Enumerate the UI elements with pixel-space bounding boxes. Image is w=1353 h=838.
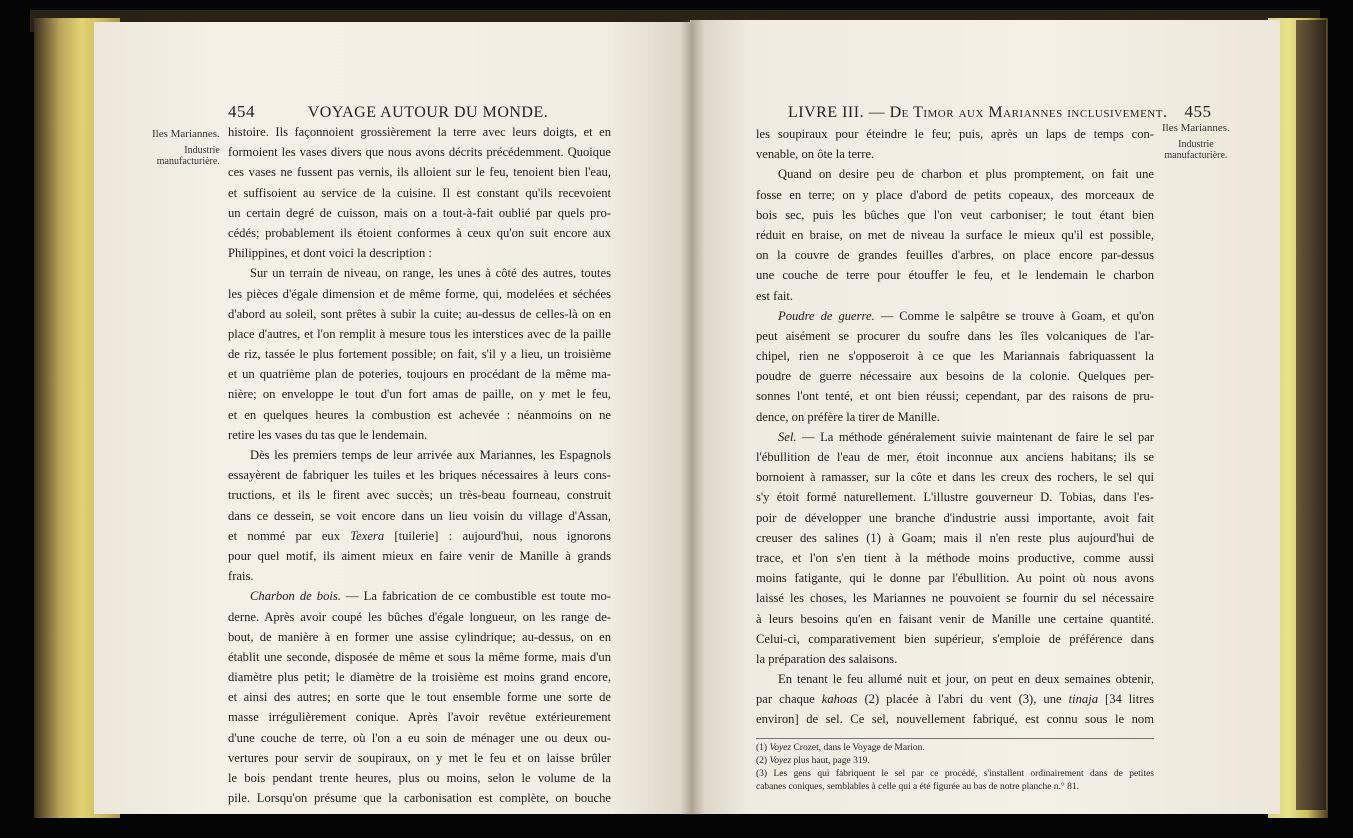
footnote-rule <box>756 738 1154 739</box>
text-line: la préparation des salaisons. <box>756 651 898 666</box>
margin-note-line: manufacturière. <box>156 156 220 167</box>
left-body-text <box>228 122 611 808</box>
text-line: trace, et l'on s'en tient à la méthode moins productive, comme aussi <box>756 550 1154 565</box>
text-line: ces vases ne fussent pas vernis, ils alloient sur le feu, tenoient bien l'eau, <box>228 165 611 180</box>
left-running-head <box>228 102 548 122</box>
text-line: creuser des salines (1) à Goam; mais il n'en reste plus aujourd'hui de <box>756 530 1154 545</box>
text-line: s'y étoit formé naturellement. L'illustre gouverneur D. Tobias, dans l'es- <box>756 490 1154 505</box>
text-line: d'une couche de terre, où l'on a eu soin de ménager une ou deux ou- <box>228 730 611 745</box>
text-line: on la couvre de grandes feuilles d'arbres, on place encore par-dessus <box>756 248 1154 263</box>
text-line: peut aisément se procurer du soufre dans les îles volcaniques de l'ar- <box>756 328 1154 343</box>
text-line: moins fatigante, qui le donne par l'ébullition. Au point où nous avons <box>756 571 1154 586</box>
text-line: l'ébullition de l'eau de mer, étoit inconnue aux anciens habitans; ils se <box>756 450 1154 464</box>
right-running-head <box>788 102 1211 122</box>
footnotes <box>756 742 1154 794</box>
right-margin-note <box>1162 123 1230 161</box>
footnote: (1) Voyez Crozet, dans le Voyage de Marion. <box>756 743 925 753</box>
text-line: derne. Après avoir coupé les bûches d'égale longueur, on les range de- <box>228 609 611 624</box>
text-line: poir de développer une branche d'industrie aussi importante, avoit fait <box>756 510 1154 525</box>
text-line: de riz, tassée le plus fortement possible; on fait, s'il y a lieu, un troisième <box>228 347 611 362</box>
text-line: pour quel motif, ils aiment mieux en faire venir de Manille à grands <box>228 548 611 563</box>
text-line: dans ce dessein, se voit encore dans un lieu voisin du village d'Assan, <box>228 508 611 523</box>
text-line: un certain degré de cuisson, mais on a tout-à-fait oublié par quels pro- <box>228 205 611 220</box>
text-line: et ainsi des autres; en sorte que le tout ensemble forme une sorte de <box>228 690 611 705</box>
book-gutter <box>680 20 704 815</box>
text-line: chipel, rien ne s'opposeroit à ce que les Mariannais fabriquassent la <box>756 349 1154 364</box>
text-line: nière; on enveloppe le tout d'un fort amas de paille, on y met le feu, <box>228 387 611 402</box>
text-line: les soupiraux pour éteindre le feu; puis, après un laps de temps con- <box>756 127 1154 141</box>
text-line: Dès les premiers temps de leur arrivée aux Mariannes, les Espagnols <box>250 448 611 462</box>
text-line: et nommé par eux Texera [tuilerie] : aujourd'hui, nous ignorons <box>228 528 611 543</box>
text-line: retire les vases du tas que le lendemain. <box>228 427 428 442</box>
footnote: (2) Voyez plus haut, page 319. <box>756 756 870 766</box>
text-line: Celui-ci, comparativement bien supérieur, s'emploie de préférence dans <box>756 631 1154 646</box>
right-page <box>690 20 1280 814</box>
text-line: à leurs besoins qu'en en faisant venir de Manille une certaine quantité. <box>756 611 1154 626</box>
footnote: cabanes coniques, semblables à celle qui a été figurée au bas de notre planche n.° 81. <box>756 782 1079 792</box>
text-line: est fait. <box>756 288 794 303</box>
margin-note-line: manufacturière. <box>1164 150 1228 161</box>
text-line: formoient les vases divers que nous avons décrits précédemment. Quoique <box>228 145 611 160</box>
text-line: Philippines, et dont voici la description : <box>228 246 432 261</box>
margin-note-line: Industrie <box>1178 139 1214 150</box>
text-line: par chaque kahoas (2) placée à l'abri du vent (3), une tinaja [34 litres <box>756 692 1154 707</box>
text-line: établit une seconde, disposée de même et sous la même forme, mais d'un <box>228 649 611 664</box>
right-page-number: 455 <box>1184 102 1212 121</box>
text-line: Charbon de bois. — La fabrication de ce combustible est toute mo- <box>250 589 611 604</box>
text-line: cédés; probablement ils étoient conformes à ceux qu'on suit encore aux <box>228 225 611 240</box>
text-line: vertures pour servir de soupiraux, on y met le feu et on laisse brûler <box>228 750 611 765</box>
left-margin-note <box>152 129 220 167</box>
right-body-text <box>756 124 1154 730</box>
text-line: masse irrégulièrement conique. Après l'avoir revêtue extérieurement <box>228 710 611 725</box>
text-line: les pièces d'égale dimension et de même forme, qui, modelées et séchées <box>228 286 611 301</box>
text-line: Poudre de guerre. — Comme le salpêtre se trouve à Goam, et qu'on <box>778 308 1154 323</box>
text-line: place d'autres, et l'on remplit à mesure tous les interstices avec de la paille <box>228 326 611 341</box>
left-page-number: 454 <box>228 102 255 121</box>
text-line: frais. <box>228 569 254 584</box>
text-line: le bois pendant trente heures, plus ou moins, selon le volume de la <box>228 771 611 785</box>
text-line: venable, on ôte la terre. <box>756 147 875 162</box>
text-line: diamètre plus petit; le diamètre de la troisième est moins grand encore, <box>228 670 611 685</box>
text-line: pile. Lorsqu'on présume que la carbonisation est complète, on bouche <box>228 791 611 806</box>
text-line: Quand on desire peu de charbon et plus promptement, on fait une <box>778 167 1154 182</box>
left-page-title: VOYAGE AUTOUR DU MONDE. <box>307 104 549 121</box>
text-line: poudre de guerre nécessaire aux besoins de la colonie. Quelques per- <box>756 369 1154 384</box>
text-line: laissé les choses, les Mariannes ne pouvoient se fournir du sel nécessaire <box>756 591 1154 606</box>
text-line: une couche de terre pour étouffer le feu, et le lendemain le charbon <box>756 268 1154 283</box>
footnote: (3) Les gens qui fabriquent le sel par ce procédé, s'installent ordinairement dans de petites <box>756 769 1154 779</box>
left-page <box>94 22 694 814</box>
text-line: bornoient à ramasser, sur la côte et dans les creux des rochers, le sel qui <box>756 470 1154 485</box>
text-line: sonnes l'ont tenté, et ont bien réussi; cependant, par des raisons de pru- <box>756 389 1154 404</box>
text-line: tructions, et ils le firent avec succès; un très-beau fourneau, construit <box>228 488 611 503</box>
text-line: fosse en terre; on y place d'abord de petits copeaux, des morceaux de <box>756 187 1154 202</box>
text-line: bout, de manière à en former une assise cylindrique; au-dessus, on en <box>228 629 611 644</box>
margin-note-line: Iles Mariannes. <box>1162 122 1230 134</box>
book-cover-right <box>1296 20 1326 810</box>
text-line: En tenant le feu allumé nuit et jour, on peut en deux semaines obtenir, <box>778 672 1154 687</box>
margin-note-line: Iles Mariannes. <box>152 128 220 140</box>
text-line: et en quelques heures la combustion est achevée : néanmoins on ne <box>228 407 611 422</box>
right-page-book: LIVRE III. — <box>788 104 886 121</box>
right-page-title: De Timor aux Mariannes inclusivement. <box>889 104 1168 121</box>
text-line: Sel. — La méthode généralement suivie maintenant de faire le sel par <box>778 429 1154 444</box>
text-line: et un quatrième plan de poteries, toujours en procédant de la même ma- <box>228 367 611 382</box>
text-line: dence, on préfère la tirer de Manille. <box>756 409 940 424</box>
text-line: histoire. Ils façonnoient grossièrement la terre avec leurs doigts, et en <box>228 125 611 139</box>
text-line: d'abord au soleil, sont prêtes à subir la cuite; au-dessus de celles-là on en <box>228 306 611 321</box>
text-line: réduit en braise, on met de niveau la surface le mieux qu'il est possible, <box>756 227 1154 242</box>
text-line: Sur un terrain de niveau, on range, les unes à côté des autres, toutes <box>250 266 611 281</box>
text-line: environ] de sel. Ce sel, nouvellement fabriqué, est connu sous le nom <box>756 712 1154 727</box>
text-line: et suffisoient au service de la cuisine. Il est constant qu'ils recevoient <box>228 185 611 200</box>
text-line: essayèrent de fabriquer les tuiles et les briques nécessaires à leurs cons- <box>228 468 611 483</box>
text-line: bois sec, puis les bûches que l'on veut carboniser; le tout étant bien <box>756 207 1154 222</box>
margin-note-line: Industrie <box>184 145 220 156</box>
